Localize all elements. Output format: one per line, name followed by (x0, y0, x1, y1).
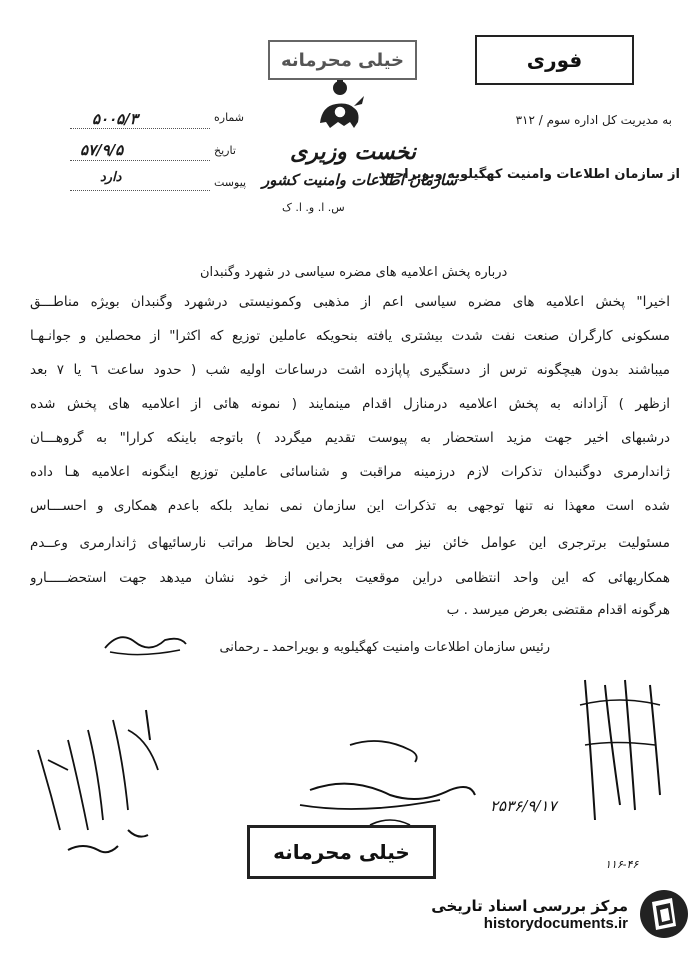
archive-url: historydocuments.ir (483, 914, 628, 932)
date-value: ۵۷/۹/۵ (80, 141, 124, 159)
attachment-label: پیوست (214, 176, 247, 189)
org-code: س. ا. و. ا. ک (282, 201, 345, 214)
body-line: ازظهر ) آزادانه به پخش اعلامیه درمنازل اقدام مینمایند ( نمونه هائی از اعلامیه های پخش شده (30, 396, 670, 412)
attachment-line (70, 190, 210, 191)
top-secret-stamp-bottom: خیلی محرمانه (247, 825, 436, 879)
number-value: ۵۰۰۵/۳ (92, 110, 138, 128)
org-security-agency: سازمان اطلاعات وامنیت کشور (262, 171, 458, 189)
lion-and-sun-emblem-icon (310, 78, 370, 138)
archive-name: مرکز بررسی اسناد تاریخی (431, 896, 628, 915)
archive-logo-icon (638, 888, 690, 940)
body-line: درشبهای اخیر جهت مزید استحضار به پیوست تقدیم میگردد ) باتوجه باینکه کرارا" به گروهـــان (30, 430, 670, 446)
sender-line: از سازمان اطلاعات وامنیت کهگیلویه وبویراحمد (378, 167, 680, 182)
number-line (70, 128, 210, 129)
handwritten-note-center (290, 730, 480, 840)
signature-scribble (100, 628, 190, 658)
body-line: هرگونه اقدام مقتضی بعرض میرسد . ب (446, 602, 670, 618)
body-line: ژاندارمری دوگنبدان تذکرات لازم درزمینه مراقبت و شناسائی عاملین توزیع اینگونه اعلامیه هـا داده (30, 464, 670, 480)
handwritten-note-left (28, 700, 178, 870)
date-line (70, 160, 210, 161)
attachment-value: دارد (100, 170, 122, 185)
body-line: مسئولیت برترجری این عوامل خائن نیز می افزاید بدین لحاظ مراتب نارسائیهای ژاندارمری وعــدم (30, 535, 670, 551)
handwritten-date: ۲۵۳۶/۹/۱۷ (490, 797, 557, 815)
body-line: میباشند بدون هیچگونه ترس از دستگیری پاپازده اشت درساعات اولیه شب ( حدود ساعت ٦ یا ٧ بعد (30, 362, 670, 378)
top-secret-stamp: خیلی محرمانه (268, 40, 417, 80)
org-prime-ministry: نخست وزیری (290, 140, 416, 165)
number-label: شماره (214, 111, 245, 124)
date-label: تاریخ (214, 144, 236, 157)
urgent-stamp: فوری (475, 35, 634, 85)
recipient-line: به مدیریت کل اداره سوم / ۳۱۲ (515, 113, 672, 127)
reference-code: ۱۱۶-۴۶ (605, 858, 639, 871)
body-line: اخیرا" پخش اعلامیه های مضره سیاسی اعم از مذهبی وکمونیستی درشهرد وگنبدان بویژه مناطـــق (30, 294, 670, 310)
body-line: مسکونی کارگران صنعت نفت شدت بیشتری یافته بنحویکه عاملین توزیع که اکثرا" از محصلین و جوانـهـا (30, 328, 670, 344)
body-line: شده است معهذا نه تنها توجهی به تذکرات این سازمان نمی نماید بلکه باعدم همکاری و احســـاس (30, 498, 670, 514)
archive-footer-text (431, 897, 628, 932)
body-line: همکاریهائی که این واحد انتظامی دراین موقعیت بحرانی از خود نشان میدهد جهت استحضـــــارو (30, 570, 670, 586)
handwritten-note-right (565, 675, 675, 835)
archive-footer (431, 888, 690, 940)
subject-line: درباره پخش اعلامیه های مضره سیاسی در شهرد وگنبدان (200, 265, 508, 280)
signature-line: رئیس سازمان اطلاعات وامنیت کهگیلویه و بویراحمد ـ رحمانی (219, 640, 550, 655)
